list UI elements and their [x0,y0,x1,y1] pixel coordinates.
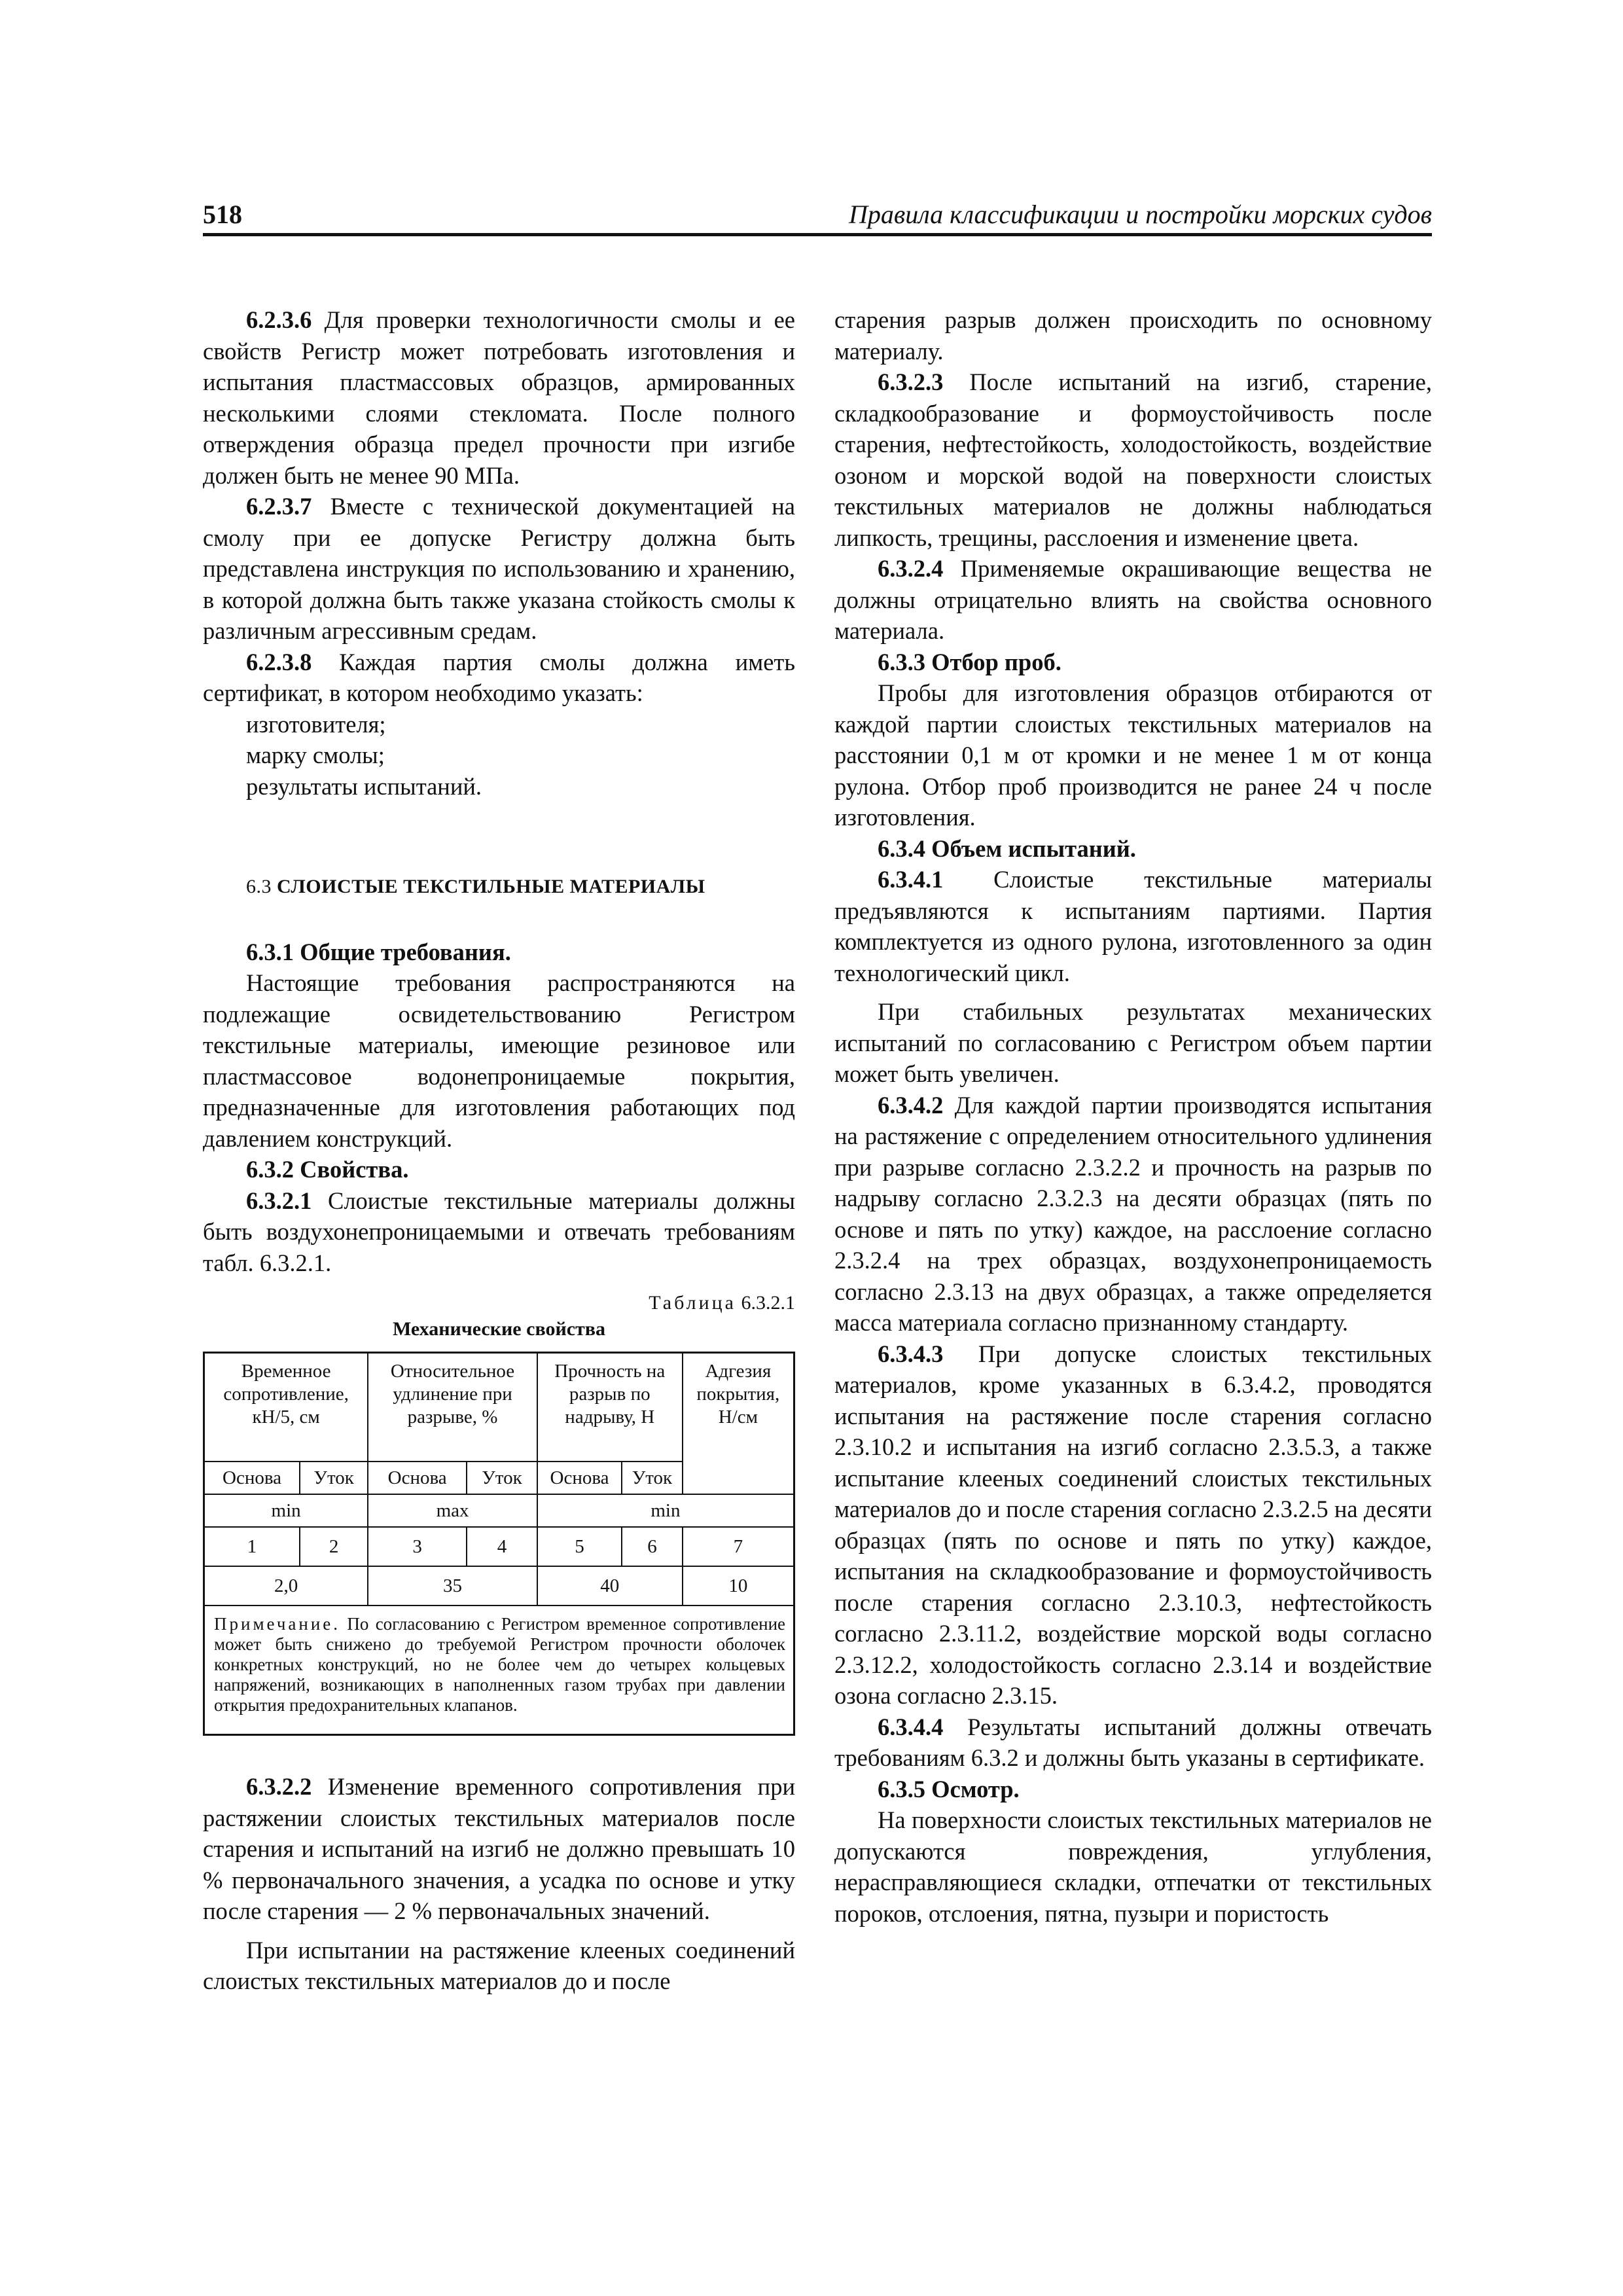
paragraph-text: Каждая партия смолы должна иметь сертификат, в котором необходимо указать: [203,648,795,706]
clause-number: 6.2.3.6 [246,306,312,333]
table-subheader-cell: Основа [368,1462,467,1494]
table-subheader-cell: Уток [622,1462,682,1494]
paragraph-6-3-4-4 [834,1712,1432,1774]
subsection-heading-6-3-4: 6.3.4 Объем испытаний. [878,834,1136,862]
clause-number: 6.3.2.2 [246,1773,312,1800]
table-number: 6.3.2.1 [736,1292,795,1314]
table-cell: 35 [368,1566,537,1605]
page-number: 518 [203,200,242,229]
list-item: изготовителя; [246,710,386,738]
clause-number: 6.3.2.1 [246,1187,312,1214]
paragraph-text: Вместе с технической документацией на смолу при ее допуске Регистру должна быть представлена инструкция по использованию и хранению, в которой должна быть также указана стойкость смолы к различным агрессивным средам. [203,493,795,644]
section-number: 6.3 [246,876,272,897]
subsection-heading-6-3-5: 6.3.5 Осмотр. [878,1775,1020,1803]
clause-number: 6.2.3.7 [246,493,312,520]
table-subheader-cell: Уток [467,1462,537,1494]
clause-number: 6.2.3.8 [246,648,312,675]
list-item: марку смолы; [246,742,385,768]
note-label: Примечание. [214,1614,341,1634]
paragraph-6-3-2-2 [203,1771,795,1927]
table-cell: 2,0 [204,1566,368,1605]
paragraph: При стабильных результатах механических испытаний по согласованию с Регистром объем партии может быть увеличен. [834,998,1432,1087]
paragraph-6-3-4-1 [834,864,1432,988]
clause-number: 6.3.4.2 [878,1091,944,1119]
paragraph-text: Результаты испытаний должны отвечать требованиям 6.3.2 и должны быть указаны в сертификате. [834,1713,1432,1771]
paragraph: При испытании на растяжение клееных соединений слоистых текстильных материалов до и после [203,1936,795,1994]
paragraph-6-3-2-3 [834,367,1432,553]
paragraph-text: Применяемые окрашивающие вещества не должны отрицательно влиять на свойства основного материала. [834,555,1432,644]
table-cell: 6 [622,1527,682,1566]
paragraph-6-3-5: На поверхности слоистых текстильных материалов не допускаются повреждения, углубления, нерасправляющиеся складки, отпечатки от текстильных пороков, отслоения, пятна, пузыри и пористость [834,1806,1432,1927]
paragraph-6-3-2-1 [203,1185,795,1279]
section-heading [203,871,795,903]
table-cell: 7 [683,1527,794,1566]
table-label: Таблица [649,1292,736,1314]
table-cell: 3 [368,1527,467,1566]
subsection-heading-6-3-2: 6.3.2 Свойства. [246,1156,409,1183]
mechanical-properties-table [203,1352,795,1736]
clause-number: 6.3.4.3 [878,1340,944,1367]
table-cell: 5 [537,1527,622,1566]
list-item: результаты испытаний. [246,772,482,800]
subsection-heading-6-3-3: 6.3.3 Отбор проб. [878,648,1061,675]
table-cell: 2 [300,1527,368,1566]
table-limit-row [204,1494,794,1527]
page-header [203,200,1432,234]
spacer [203,1736,795,1771]
table-subheader-cell: Основа [537,1462,622,1494]
left-column [203,304,795,1997]
table-cell: 10 [683,1566,794,1605]
spacer [203,1927,795,1935]
clause-number: 6.3.4.1 [878,866,944,893]
header-rule [203,233,1432,236]
paragraph-6-3-2-4 [834,553,1432,647]
table-header-cell: Прочность на разрыв по надрыву, Н [537,1353,683,1462]
paragraph-6-2-3-6 [203,304,795,491]
table-subheader-cell: Основа [204,1462,300,1494]
table-value-row [204,1566,794,1605]
table-subheader-cell: Уток [300,1462,368,1494]
paragraph-text: Для каждой партии производятся испытания на растяжение с определением относительного удлинения при разрыве согласно 2.3.2.2 и прочность на разрыв по надрыву согласно 2.3.2.3 на десяти образцах (пять по основе и пять по утку) каждое, на расслоение согласно 2.3.2.4 на трех образцах, воздухонепроницаемость согласно 2.3.13 на двух образцах, а также определяется масса материала согласно признанному стандарту. [834,1091,1432,1336]
section-title: СЛОИСТЫЕ ТЕКСТИЛЬНЫЕ МАТЕРИАЛЫ [272,876,705,897]
paragraph-text: Изменение временного сопротивления при растяжении слоистых текстильных материалов после старения и испытаний на изгиб не должно превышать 10 % первоначального значения, а усадка по основе и утку после старения — 2 % первоначальных значений. [203,1773,795,1924]
table-note [204,1605,794,1735]
table-header-cell: Относительное удлинение при разрыве, % [368,1353,537,1462]
paragraph-6-3-4-3 [834,1338,1432,1712]
paragraph-text: При допуске слоистых текстильных материалов, кроме указанных в 6.3.4.2, проводятся испытания на растяжение после старения согласно 2.3.10.2 и испытания на изгиб согласно 2.3.5.3, а также испытание клееных соединений слоистых текстильных материалов до и после старения согласно 2.3.2.5 на десяти образцах (пять по основе и пять по утку) каждое, испытания на складкообразование и формоустойчивость после старения согласно 2.3.10.3, нефтестойкость согласно 2.3.11.2, воздействие морской воды согласно 2.3.12.2, холодостойкость согласно 2.3.14 и воздействие озона согласно 2.3.15. [834,1340,1432,1709]
right-column [834,304,1432,1929]
paragraph-6-3-3: Пробы для изготовления образцов отбираются от каждой партии слоистых текстильных материалов на расстоянии 0,1 м от кромки и не менее 1 м от конца рулона. Отбор проб производится не ранее 24 ч после изготовления. [834,679,1432,831]
spacer [834,988,1432,996]
table-cell: 40 [537,1566,683,1605]
table-cell: max [368,1494,537,1527]
table-cell: min [537,1494,794,1527]
table-header-row [204,1353,794,1462]
table-cell: min [204,1494,368,1527]
table-caption [203,1290,795,1316]
paragraph-text: Для проверки технологичности смолы и ее свойств Регистр может потребовать изготовления и испытания пластмассовых образцов, армированных несколькими слоями стекломата. После полного отверждения образца предел прочности при изгибе должен быть не менее 90 МПа. [203,306,795,489]
paragraph-6-3-4-2 [834,1090,1432,1338]
running-title: Правила классификации и постройки морских судов [848,200,1432,229]
clause-number: 6.3.2.3 [878,368,944,395]
subsection-heading-6-3-1: 6.3.1 Общие требования. [246,938,511,965]
paragraph-6-3-1: Настоящие требования распространяются на подлежащие освидетельствованию Регистром текстильные материалы, имеющие резиновое или пластмассовое водонепроницаемые покрытия, предназначенные для изготовления работающих под давлением конструкций. [203,969,795,1152]
table-note-row [204,1605,794,1735]
table-cell: 4 [467,1527,537,1566]
clause-number: 6.3.4.4 [878,1713,944,1740]
paragraph-text: Слоистые текстильные материалы должны быть воздухонепроницаемыми и отвечать требованиям табл. 6.3.2.1. [203,1187,795,1276]
clause-number: 6.3.2.4 [878,555,944,582]
paragraph-text: После испытаний на изгиб, старение, складкообразование и формоустойчивость после старения, нефтестойкость, холодостойкость, воздействие озоном и морской водой на поверхности слоистых текстильных материалов не должны наблюдаться липкость, трещины, расслоения и изменение цвета. [834,368,1432,551]
table-title: Механические свойства [393,1318,605,1340]
paragraph-text: Слоистые текстильные материалы предъявляются к испытаниям партиями. Партия комплектуется из одного рулона, изготовленного за один технологический цикл. [834,866,1432,986]
table-column-number-row [204,1527,794,1566]
table-header-cell: Адгезия покрытия, Н/см [683,1353,794,1495]
paragraph-6-2-3-7 [203,491,795,647]
table-header-cell: Временное сопротивление, кН/5, см [204,1353,368,1462]
paragraph-continuation: старения разрыв должен происходить по основному материалу. [834,306,1432,365]
note-text: По согласованию с Регистром временное сопротивление может быть снижено до требуемой Регистром прочности оболочек конкретных конструкций, но не более чем до четырех кольцевых напряжений, возникающих в наполненных газом трубах при давлении открытия предохранительных клапанов. [214,1614,785,1715]
table-cell: 1 [204,1527,300,1566]
paragraph-6-2-3-8 [203,647,795,709]
